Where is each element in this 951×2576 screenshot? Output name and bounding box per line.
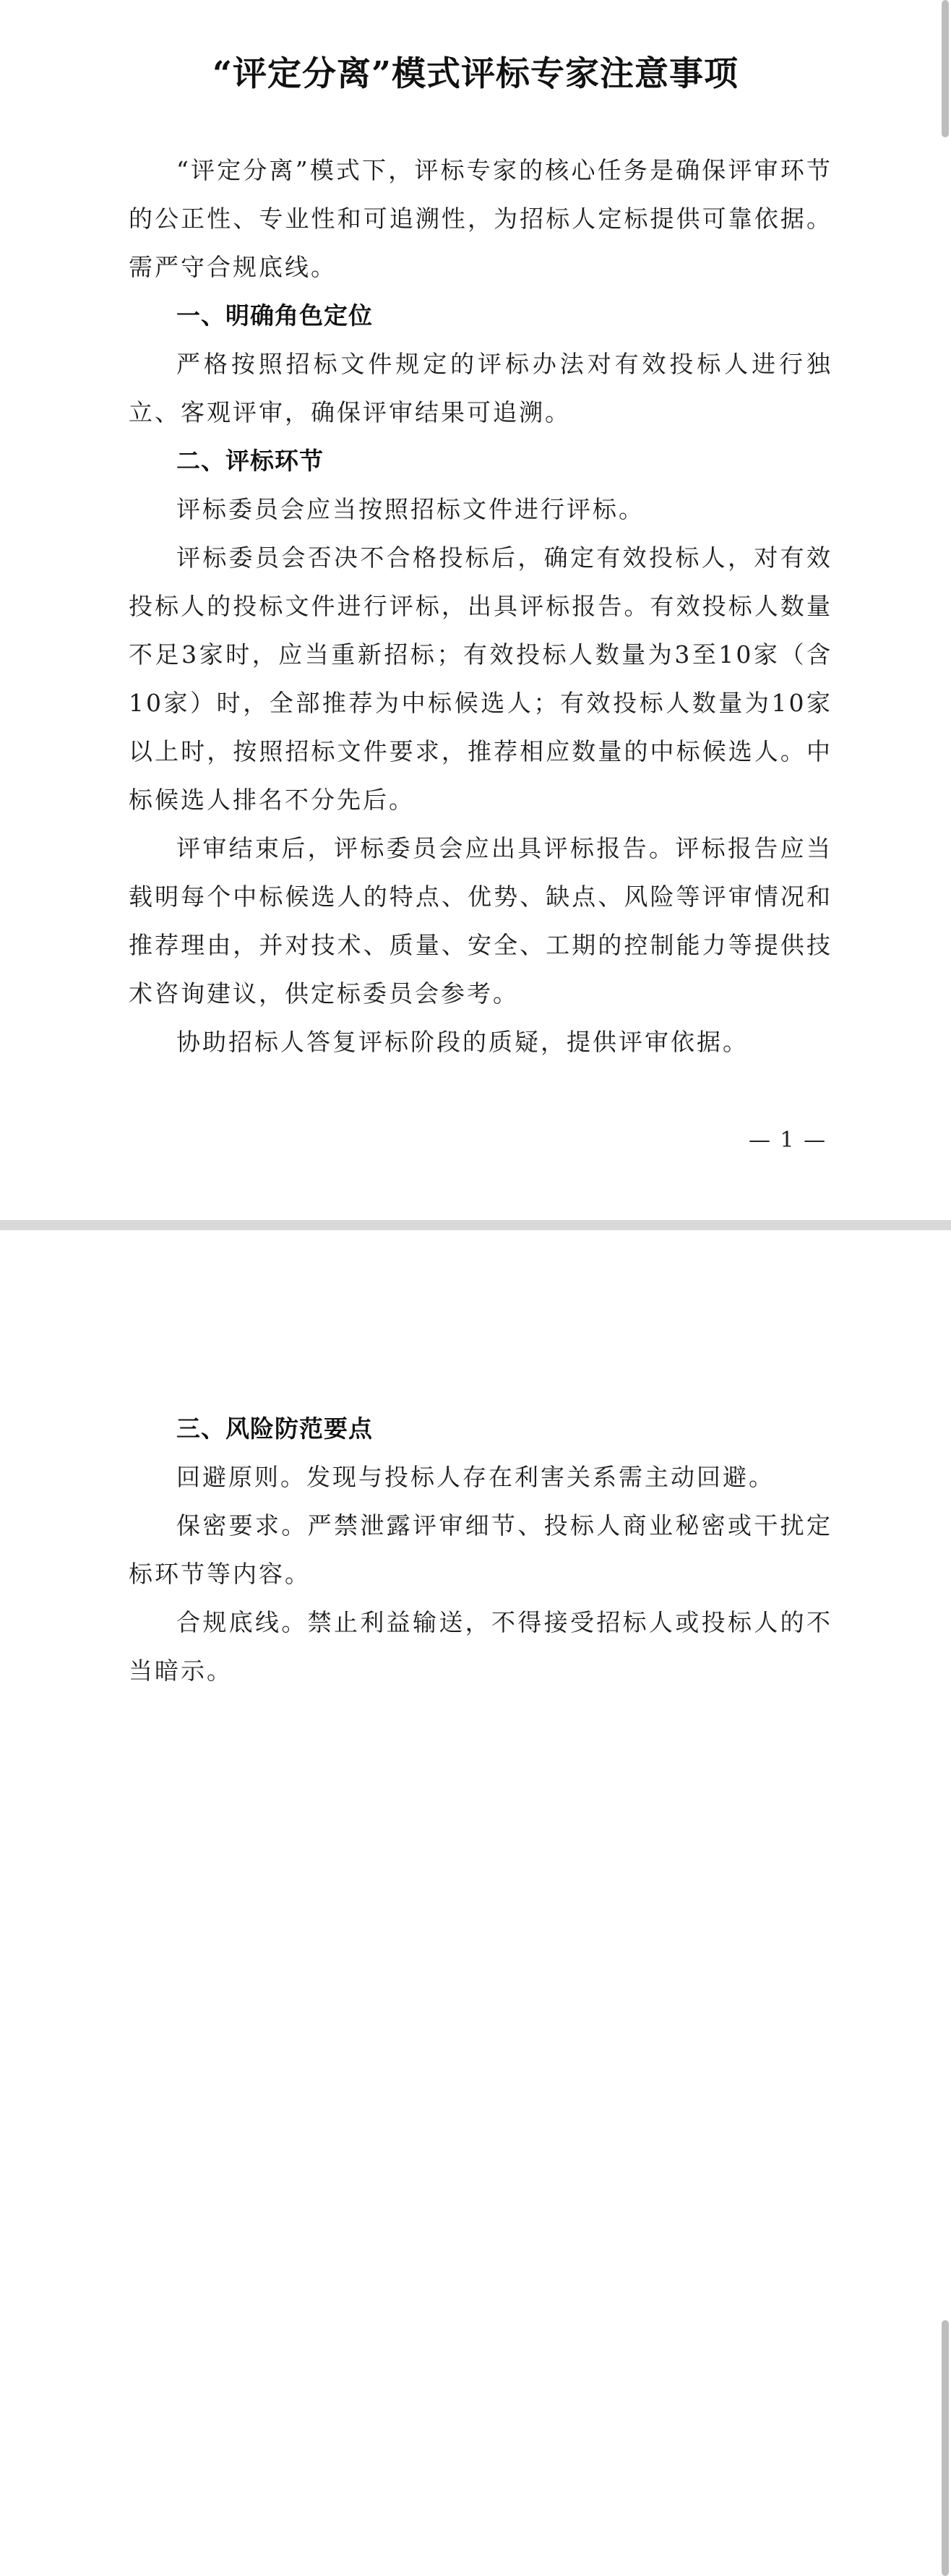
document-page-1 bbox=[0, 0, 951, 1220]
scrollbar-thumb[interactable] bbox=[942, 0, 949, 137]
section-heading-risk: 三、风险防范要点 bbox=[176, 1414, 373, 1443]
evaluation-paragraph: 评标委员会否决不合格投标后，确定有效投标人，对有效投标人的投标文件进行评标，出具评标报告。有效投标人数量不足3家时，应当重新招标；有效投标人数量为3至10家（含10家）时，全部推荐为中标候选人；有效投标人数量为10家以上时，按照招标文件要求，推荐相应数量的中标候选人。中标候选人排名不分先后。 bbox=[129, 544, 832, 814]
page-1-body bbox=[129, 146, 832, 1066]
section-heading-evaluation: 二、评标环节 bbox=[176, 447, 324, 475]
page-2-body bbox=[129, 1404, 832, 1695]
risk-paragraph: 合规底线。禁止利益输送，不得接受招标人或投标人的不当暗示。 bbox=[129, 1608, 832, 1685]
evaluation-paragraph: 评审结束后，评标委员会应出具评标报告。评标报告应当载明每个中标候选人的特点、优势、缺点、风险等评审情况和推荐理由，并对技术、质量、安全、工期的控制能力等提供技术咨询建议，供定标委员会参考。 bbox=[129, 834, 832, 1008]
page-number: — 1 — bbox=[749, 1128, 827, 1153]
evaluation-paragraph: 评标委员会应当按照招标文件进行评标。 bbox=[176, 495, 645, 523]
page-separator bbox=[0, 1220, 951, 1230]
intro-paragraph: “评定分离”模式下，评标专家的核心任务是确保评审环节的公正性、专业性和可追溯性，为招标人定标提供可靠依据。需严守合规底线。 bbox=[129, 156, 832, 281]
role-paragraph: 严格按照招标文件规定的评标办法对有效投标人进行独立、客观评审，确保评审结果可追溯。 bbox=[129, 350, 832, 426]
document-title: “评定分离”模式评标专家注意事项 bbox=[212, 54, 739, 94]
risk-paragraph: 回避原则。发现与投标人存在利害关系需主动回避。 bbox=[176, 1463, 775, 1491]
vertical-scrollbar[interactable] bbox=[939, 0, 951, 2576]
scrollbar-thumb[interactable] bbox=[942, 2320, 949, 2576]
section-heading-role: 一、明确角色定位 bbox=[176, 301, 373, 330]
evaluation-paragraph: 协助招标人答复评标阶段的质疑，提供评审依据。 bbox=[176, 1028, 749, 1056]
risk-paragraph: 保密要求。严禁泄露评审细节、投标人商业秘密或干扰定标环节等内容。 bbox=[129, 1511, 832, 1588]
